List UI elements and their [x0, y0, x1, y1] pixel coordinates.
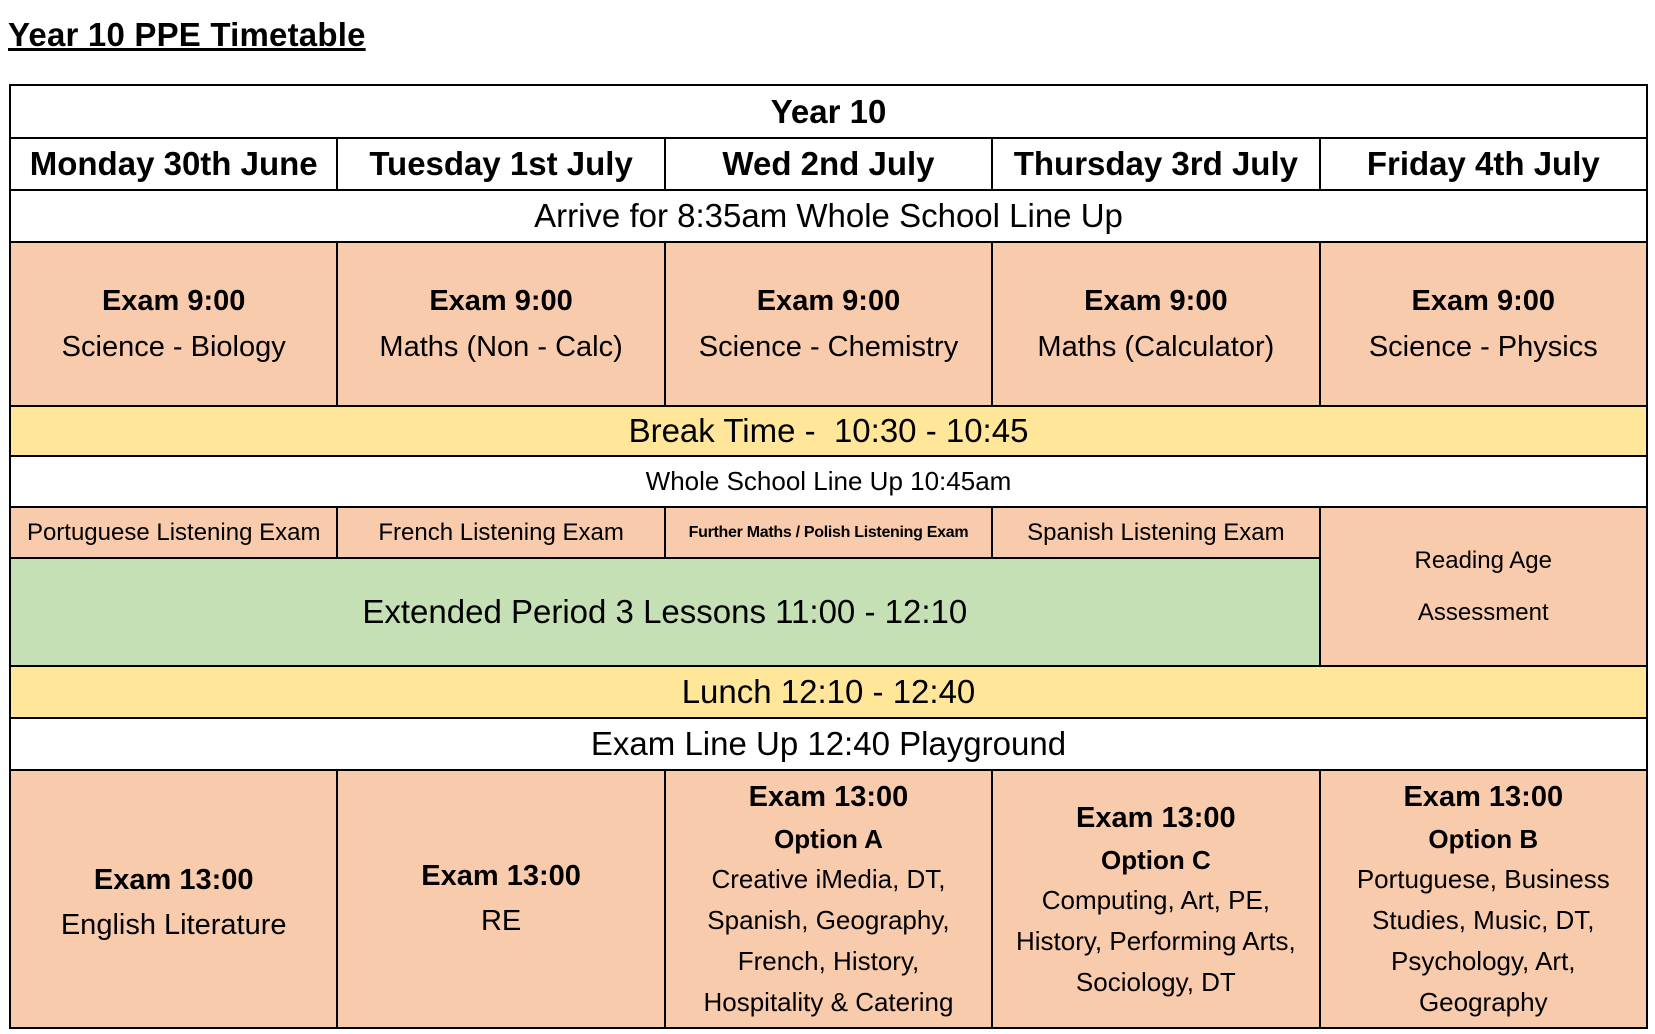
- exam-line-up: Exam Line Up 12:40 Playground: [10, 718, 1647, 770]
- exam-time: Exam 9:00: [1411, 285, 1556, 317]
- reading-age-line1: Reading Age: [1414, 546, 1552, 574]
- exam-time: Exam 13:00: [1403, 781, 1564, 813]
- break-time: Break Time - 10:30 - 10:45: [10, 406, 1647, 456]
- listening-exam-wednesday: Further Maths / Polish Listening Exam: [665, 507, 992, 558]
- exam-subject: RE: [480, 905, 522, 937]
- morning-exam-thursday: [992, 242, 1319, 406]
- whole-school-line-up: Whole School Line Up 10:45am: [10, 456, 1647, 507]
- listening-exam-monday: Portuguese Listening Exam: [10, 507, 337, 558]
- morning-exam-monday: [10, 242, 337, 406]
- extended-period-lessons: Extended Period 3 Lessons 11:00 - 12:10: [10, 558, 1320, 666]
- exam-subject: Science - Physics: [1368, 331, 1598, 363]
- day-tuesday: Tuesday 1st July: [337, 138, 664, 190]
- day-thursday: Thursday 3rd July: [992, 138, 1319, 190]
- exam-time: Exam 9:00: [756, 285, 901, 317]
- option-subjects-line: Creative iMedia, DT,: [711, 864, 946, 894]
- exam-time: Exam 9:00: [101, 285, 246, 317]
- day-monday: Monday 30th June: [10, 138, 337, 190]
- year-header: Year 10: [10, 85, 1647, 138]
- exam-time: Exam 9:00: [1084, 285, 1228, 317]
- exam-time: Exam 13:00: [93, 864, 254, 896]
- option-subjects-line: Geography: [1418, 987, 1548, 1017]
- afternoon-exam-friday: [1320, 770, 1647, 1028]
- lunch-time: Lunch 12:10 - 12:40: [10, 666, 1647, 718]
- exam-time: Exam 13:00: [421, 860, 581, 892]
- afternoon-exam-monday: [10, 770, 337, 1028]
- morning-exam-wednesday: [665, 242, 992, 406]
- timetable: [9, 84, 1648, 1029]
- exam-subject: Science - Chemistry: [698, 331, 959, 363]
- exam-option: Option B: [1428, 824, 1539, 854]
- option-subjects-line: Portuguese, Business: [1356, 864, 1610, 894]
- option-subjects-line: Studies, Music, DT,: [1372, 905, 1595, 935]
- day-wednesday: Wed 2nd July: [665, 138, 992, 190]
- reading-age-assessment: [1320, 507, 1647, 666]
- exam-subject: Science - Biology: [61, 331, 286, 363]
- morning-exam-friday: [1320, 242, 1647, 406]
- option-subjects-line: Hospitality & Catering: [703, 987, 954, 1017]
- option-subjects-line: History, Performing Arts,: [1015, 925, 1296, 956]
- page-title: Year 10 PPE Timetable: [8, 16, 366, 53]
- option-subjects-line: Sociology, DT: [1075, 966, 1236, 997]
- exam-time: Exam 13:00: [748, 781, 909, 813]
- listening-exam-tuesday: French Listening Exam: [337, 507, 664, 558]
- afternoon-exam-tuesday: [337, 770, 664, 1028]
- option-subjects-line: Computing, Art, PE,: [1041, 884, 1271, 915]
- day-friday: Friday 4th July: [1320, 138, 1647, 190]
- exam-subject: English Literature: [60, 909, 287, 941]
- morning-exam-tuesday: [337, 242, 664, 406]
- exam-time: Exam 9:00: [429, 285, 573, 317]
- listening-exam-thursday: Spanish Listening Exam: [992, 507, 1319, 558]
- exam-subject: Maths (Calculator): [1037, 331, 1275, 363]
- option-subjects-line: Spanish, Geography,: [707, 905, 950, 935]
- exam-option: Option C: [1100, 844, 1211, 875]
- option-subjects-line: Psychology, Art,: [1391, 946, 1576, 976]
- option-subjects-line: French, History,: [737, 946, 920, 976]
- afternoon-exam-wednesday: [665, 770, 992, 1028]
- exam-time: Exam 13:00: [1076, 801, 1236, 834]
- afternoon-exam-thursday: [992, 770, 1319, 1028]
- exam-subject: Maths (Non - Calc): [379, 331, 623, 363]
- reading-age-line2: Assessment: [1417, 598, 1549, 626]
- arrival-line-up: Arrive for 8:35am Whole School Line Up: [10, 190, 1647, 242]
- exam-option: Option A: [774, 824, 883, 854]
